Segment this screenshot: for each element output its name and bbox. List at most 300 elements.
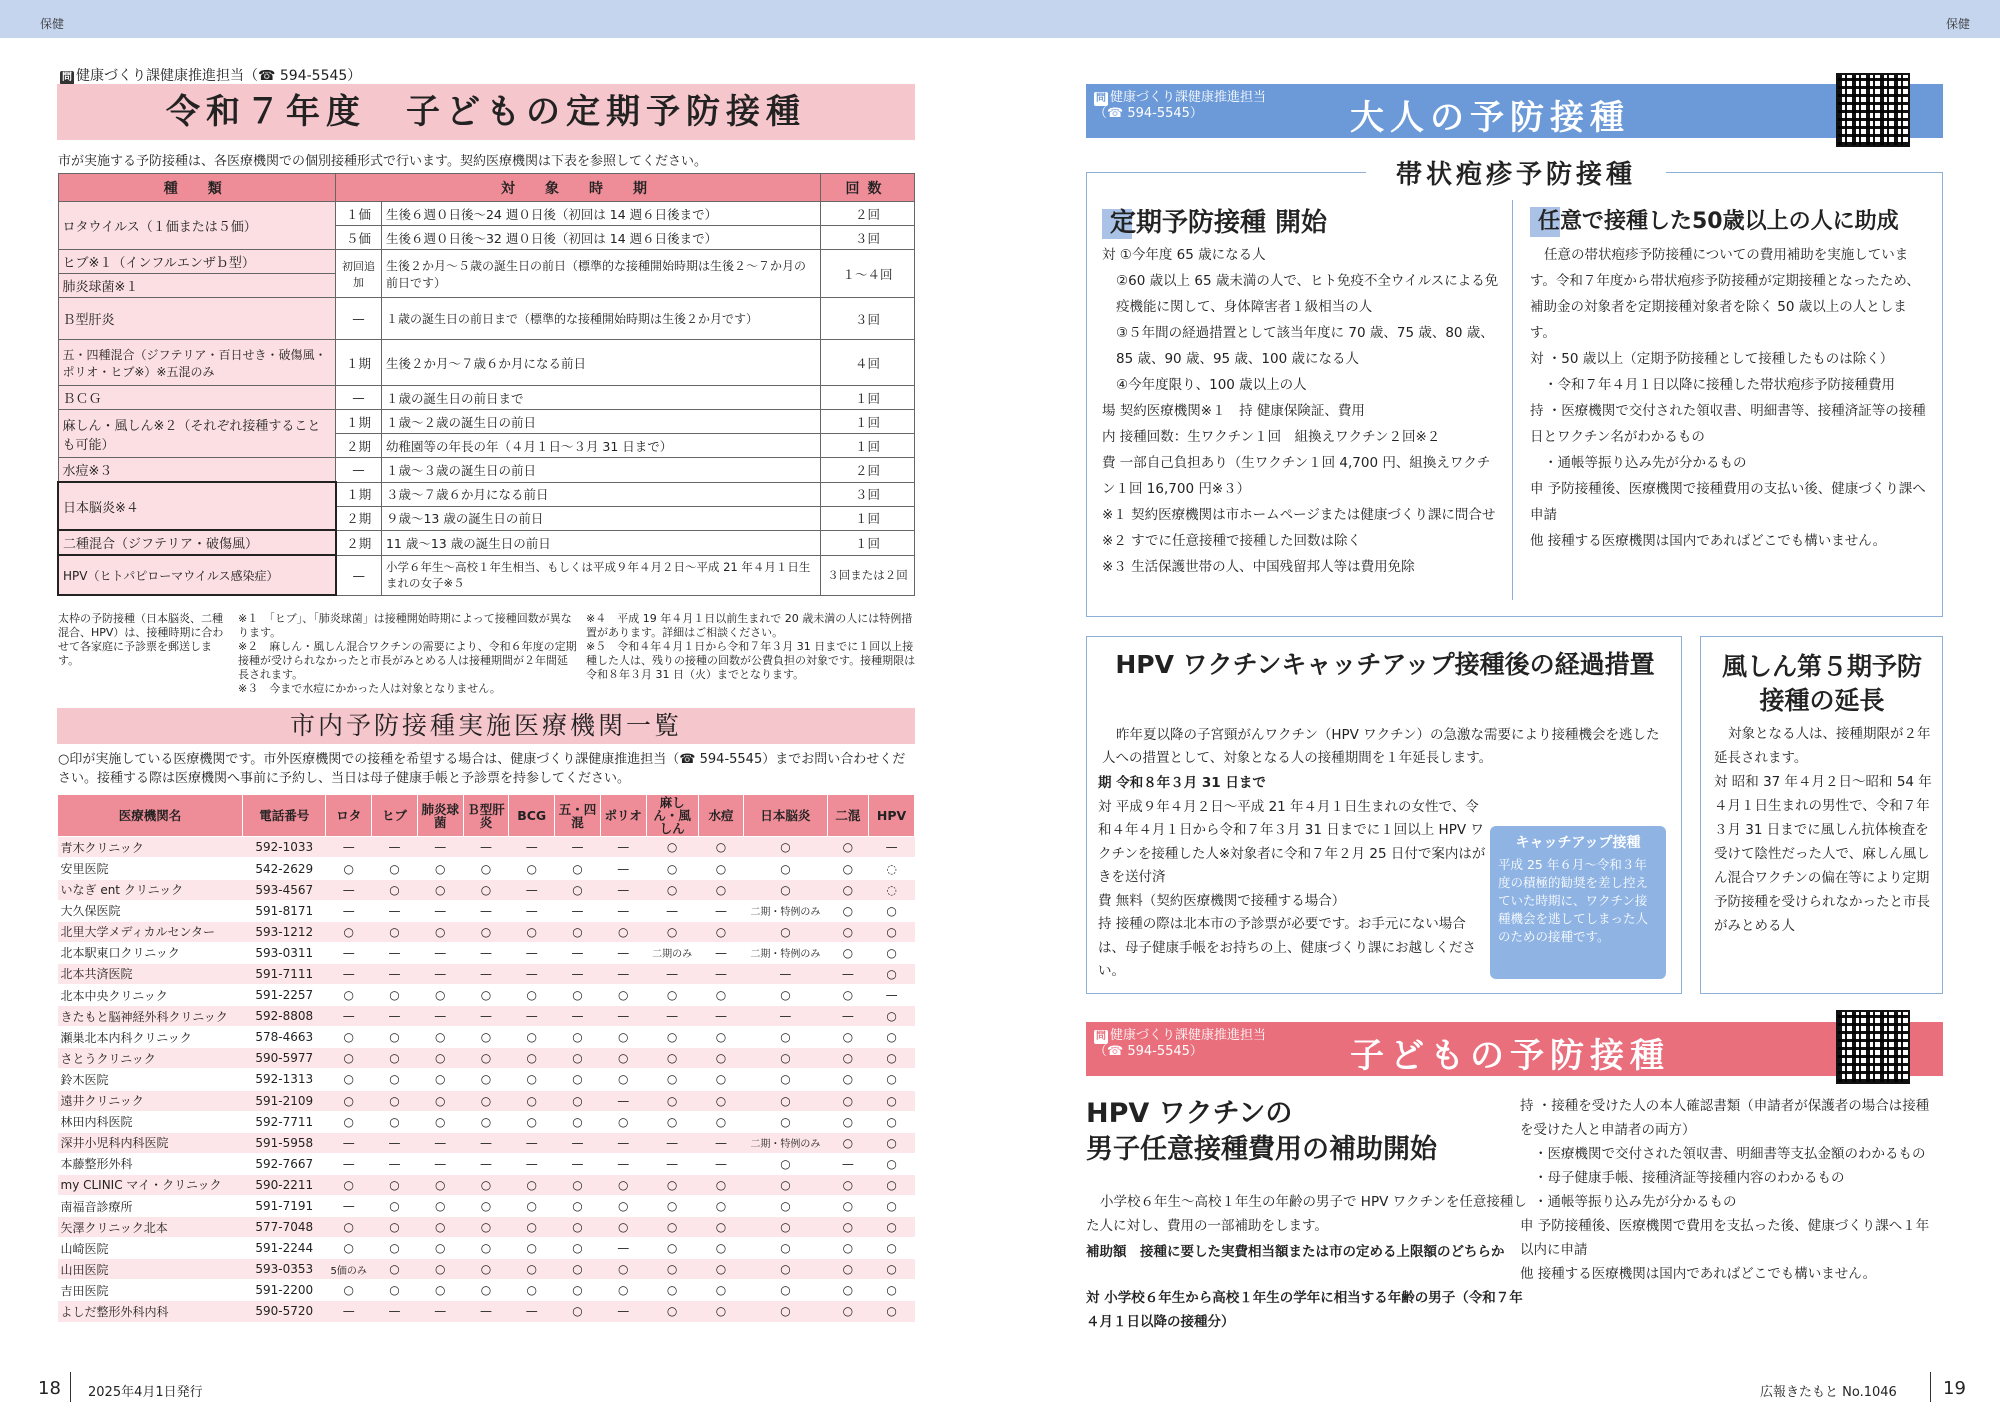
table-row: ＢＣＧ — １歳の誕生日の前日まで １回 [58, 386, 915, 410]
table-row [58, 1195, 915, 1216]
clinic-cell: ○ [555, 1259, 601, 1280]
clinic-phone: 591-2244 [243, 1238, 326, 1259]
clinic-cell: ○ [744, 858, 827, 879]
clinic-cell: ○ [698, 1174, 744, 1195]
clinic-phone: 591-5958 [243, 1132, 326, 1153]
clinic-cell: ○ [827, 900, 869, 921]
clinic-cell: ○ [869, 1027, 915, 1048]
clinic-intro: ○印が実施している医療機関です。市外医療機関での接種を希望する場合は、健康づくり課健康推進担当（☎ 594-5545）までお問い合わせください。接種する際は医療機関へ事前に予約し、当日は母子健康手帳と予診票を持参してください。 [58, 752, 906, 786]
clinic-cell: ○ [372, 921, 418, 942]
clinic-cell: — [698, 900, 744, 921]
clinic-cell: ○ [698, 921, 744, 942]
clinic-cell: ○ [646, 1217, 698, 1238]
clinic-name: 矢澤クリニック北本 [58, 1217, 243, 1238]
clinic-cell: ○ [555, 921, 601, 942]
clinic-cell: ○ [417, 858, 463, 879]
clinic-cell: ○ [509, 1090, 555, 1111]
clinic-name: 吉田医院 [58, 1280, 243, 1301]
clinic-cell: — [600, 879, 646, 900]
clinic-cell: ○ [463, 858, 509, 879]
qr-code-icon[interactable] [1836, 1010, 1910, 1084]
clinic-cell: ○ [417, 1090, 463, 1111]
clinic-cell: ○ [372, 1174, 418, 1195]
col-period: 対 象 時 期 [336, 174, 821, 202]
clinic-cell: — [326, 1195, 372, 1216]
clinic-cell: — [600, 1132, 646, 1153]
left-page-number: 18 [38, 1378, 61, 1399]
clinic-cell: — [698, 1132, 744, 1153]
clinic-cell: ○ [417, 1069, 463, 1090]
clinic-cell: ○ [600, 1259, 646, 1280]
clinic-cell: ○ [509, 1280, 555, 1301]
clinic-cell: — [698, 963, 744, 984]
clinic-cell: ○ [827, 1048, 869, 1069]
clinic-cell: ○ [555, 1027, 601, 1048]
clinic-cell: ○ [827, 921, 869, 942]
clinic-cell: ○ [372, 1027, 418, 1048]
clinic-cell: — [698, 942, 744, 963]
clinic-cell: ○ [646, 837, 698, 858]
clinic-cell: ○ [600, 1048, 646, 1069]
aid-body: 任意の帯状疱疹予防接種についての費用補助を実施しています。令和７年度から帯状疱疹予防接種が定期接種となったため、補助金の対象者を定期接種対象者を除く 50 歳以上の人とします。 対 ・50 歳以上（定期予防接種として接種したものは除く） ・令和７年４月１日以降に接種した帯状疱疹予防接種費用 持 ・医療機関で交付された領収書、明細書等、接種済証等の接種日とワクチン名がわかるもの ・通帳等振り込み先が分かるもの 申 予防接種後、医療機関で接種費用の支払い後、健康づくり課へ申請 他 接種する医療機関は国内であればどこでも構いません。 [1530, 247, 1926, 549]
clinic-cell: — [463, 900, 509, 921]
clinic-cell: ○ [744, 1111, 827, 1132]
clinic-cell: ○ [646, 879, 698, 900]
clinic-phone: 591-2109 [243, 1090, 326, 1111]
table-row: 水痘※３ — １歳～３歳の誕生日の前日 ２回 [58, 458, 915, 483]
clinic-cell: — [509, 942, 555, 963]
clinic-cell: — [869, 985, 915, 1006]
aid-title: 任意で接種した50歳以上の人に助成 [1530, 204, 1899, 237]
clinic-cell: — [827, 963, 869, 984]
clinic-cell: ○ [417, 1048, 463, 1069]
page-title: 令和７年度 子どもの定期予防接種 [57, 84, 915, 140]
clinic-cell: ○ [600, 1027, 646, 1048]
qr-code-icon[interactable] [1836, 73, 1910, 147]
clinic-cell: ○ [646, 1259, 698, 1280]
clinic-col-header: 医療機関名 [58, 795, 243, 837]
clinic-cell: ○ [744, 985, 827, 1006]
table-row [58, 900, 915, 921]
clinic-phone: 542-2629 [243, 858, 326, 879]
table-row [58, 1259, 915, 1280]
table-row [58, 1132, 915, 1153]
rubella-title: 風しん第５期予防接種の延長 [1721, 652, 1922, 715]
clinic-cell: — [600, 837, 646, 858]
clinic-cell: ○ [827, 1027, 869, 1048]
child-dept: 問 健康づくり課健康推進担当 （☎ 594-5545） [1094, 1028, 1267, 1059]
clinic-col-header: 電話番号 [243, 795, 326, 837]
clinic-cell: ○ [600, 1174, 646, 1195]
clinic-cell: ○ [372, 858, 418, 879]
clinic-cell: ○ [646, 1174, 698, 1195]
clinic-cell: ○ [417, 1259, 463, 1280]
clinic-col-header: ポリオ [600, 795, 646, 837]
clinic-col-header: 日本脳炎 [744, 795, 827, 837]
clinic-cell: — [326, 1153, 372, 1174]
clinic-cell: — [372, 942, 418, 963]
start-body: 対 ①今年度 65 歳になる人 ②60 歳以上 65 歳未満の人で、ヒト免疫不全ウイルスによる免疫機能に関して、身体障害者１級相当の人 ③５年間の経過措置として該当年度に 70 歳、75 歳、80 歳、85 歳、90 歳、95 歳、100 歳になる人 ④今年度限り、100 歳以上の人 場 契約医療機関※１ 持 健康保険証、費用 内 接種回数：生ワクチン１回 組換えワクチン２回※２ 費 一部自己負担あり（生ワクチン１回 4,700 円、組換えワクチン１回 16,700 円※３） ※１ 契約医療機関は市ホームページまたは健康づくり課に問合せ ※２ すでに任意接種で接種した回数は除く ※３ 生活保護世帯の人、中国残留邦人等は費用免除 [1102, 247, 1499, 575]
clinic-cell: — [827, 1006, 869, 1027]
clinic-cell: ○ [600, 985, 646, 1006]
clinic-cell: ○ [600, 1217, 646, 1238]
clinic-cell: ○ [698, 1217, 744, 1238]
clinic-cell: ○ [417, 1217, 463, 1238]
clinic-cell: — [827, 1153, 869, 1174]
clinic-name: 深井小児科内科医院 [58, 1132, 243, 1153]
clinic-cell: ○ [698, 1195, 744, 1216]
table-row: ロタウイルス（１価または５価） １価 生後６週０日後～24 週０日後（初回は 14 週６日後まで） ２回 [58, 202, 915, 226]
clinic-cell: — [463, 1301, 509, 1322]
clinic-cell: — [326, 963, 372, 984]
clinic-cell: — [463, 963, 509, 984]
clinic-cell: ○ [869, 1259, 915, 1280]
clinic-cell: ○ [417, 921, 463, 942]
clinic-cell: — [869, 837, 915, 858]
clinic-cell: — [555, 837, 601, 858]
clinic-cell: — [463, 1132, 509, 1153]
clinic-cell: ○ [869, 1006, 915, 1027]
clinic-cell: ○ [372, 1048, 418, 1069]
clinic-name: 林田内科医院 [58, 1111, 243, 1132]
clinic-cell: ○ [417, 985, 463, 1006]
clinic-name: 南福音診療所 [58, 1195, 243, 1216]
clinic-cell: 二期・特例のみ [744, 942, 827, 963]
clinic-cell: ○ [417, 1238, 463, 1259]
clinic-cell: ○ [827, 985, 869, 1006]
clinic-cell: — [509, 1153, 555, 1174]
clinic-cell: ○ [869, 1069, 915, 1090]
clinic-cell: ○ [509, 1111, 555, 1132]
clinic-cell: ○ [698, 1069, 744, 1090]
clinic-cell: ○ [646, 1301, 698, 1322]
shingles-title: 帯状疱疹予防接種 [1366, 154, 1666, 192]
clinic-cell: — [555, 1132, 601, 1153]
clinic-cell: ○ [869, 1217, 915, 1238]
adult-dept: 問 健康づくり課健康推進担当 （☎ 594-5545） [1094, 90, 1267, 121]
clinic-cell: ○ [372, 1259, 418, 1280]
clinic-cell: ○ [744, 1069, 827, 1090]
clinic-cell: ○ [326, 921, 372, 942]
clinic-cell: ○ [463, 1174, 509, 1195]
clinic-col-header: ロタ [326, 795, 372, 837]
clinic-phone: 593-0311 [243, 942, 326, 963]
clinic-name: 大久保医院 [58, 900, 243, 921]
clinic-phone: 578-4663 [243, 1027, 326, 1048]
clinic-cell: ○ [463, 1280, 509, 1301]
table-row: 肺炎球菌※１ [58, 274, 915, 298]
clinic-phone: 592-1033 [243, 837, 326, 858]
clinic-cell: ○ [869, 1238, 915, 1259]
clinic-cell: ○ [326, 1048, 372, 1069]
table-row [58, 1006, 915, 1027]
clinic-cell: — [555, 1153, 601, 1174]
child-right-body: 持 ・接種を受けた人の本人確認書類（申請者が保護者の場合は接種を受けた人と申請者の両方） ・医療機関で交付された領収書、明細書等支払金額のわかるもの ・母子健康手帳、接種済証等接種内容のわかるもの ・通帳等振り込み先が分かるもの 申 予防接種後、医療機関で費用を支払った後、健康づくり課へ１年以内に申請 他 接種する医療機関は国内であればどこでも構いません。 [1520, 1098, 1930, 1282]
clinic-cell: ○ [417, 1027, 463, 1048]
clinic-cell: — [417, 900, 463, 921]
table-row [58, 985, 915, 1006]
clinic-cell: ○ [509, 1238, 555, 1259]
table-row: 五・四種混合（ジフテリア・百日せき・破傷風・ポリオ・ヒブ※）※五混のみ １期 生後２か月～７歳６か月になる前日 ４回 [58, 340, 915, 386]
clinic-name: 北本中央クリニック [58, 985, 243, 1006]
clinic-name: さとうクリニック [58, 1048, 243, 1069]
note-3: ※３ 今まで水痘にかかった人は対象となりません。 [238, 682, 501, 695]
table-row [58, 1090, 915, 1111]
clinic-cell: ○ [827, 1132, 869, 1153]
clinic-cell: ○ [417, 1195, 463, 1216]
col-kind: 種 類 [58, 174, 336, 202]
clinic-cell: ○ [744, 1259, 827, 1280]
intro-text: 市が実施する予防接種は、各医療機関での個別接種形式で行います。契約医療機関は下表を参照してください。 [58, 154, 707, 169]
clinic-cell: ○ [326, 1217, 372, 1238]
clinic-cell: ○ [827, 1280, 869, 1301]
clinic-cell: — [372, 1301, 418, 1322]
clinic-title: 市内予防接種実施医療機関一覧 [57, 708, 915, 744]
clinic-col-header: ヒブ [372, 795, 418, 837]
col-count: 回数 [821, 174, 915, 202]
clinic-cell: — [417, 963, 463, 984]
clinic-col-header: Ｂ型肝炎 [463, 795, 509, 837]
clinic-cell: — [326, 879, 372, 900]
top-bar [0, 0, 2000, 38]
clinic-cell: — [326, 942, 372, 963]
clinic-cell: ○ [869, 1111, 915, 1132]
table-row: 日本脳炎※４ １期 ３歳～７歳６か月になる前日 ３回 [58, 482, 915, 506]
child-target: 対 小学校６年生から高校１年生の学年に相当する年齢の男子（令和７年４月１日以降の接種分） [1086, 1290, 1523, 1330]
divider [70, 1372, 71, 1402]
publication-name: 広報きたもと No.1046 [1760, 1385, 1897, 1400]
clinic-cell: ○ [463, 1195, 509, 1216]
clinic-cell: — [509, 879, 555, 900]
child-title: 子どもの予防接種 [1350, 1036, 1670, 1076]
clinic-cell: — [326, 837, 372, 858]
clinic-cell: ○ [326, 858, 372, 879]
clinic-cell: — [417, 1132, 463, 1153]
table-row [58, 921, 915, 942]
table-row [58, 1280, 915, 1301]
clinic-name: 北本共済医院 [58, 963, 243, 984]
hpv-catchup-lines: 期 令和８年３月 31 日まで 対 平成９年４月２日～平成 21 年４月１日生まれの女性で、令和４年４月１日から令和７年３月 31 日までに１回以上 HPV ワクチンを接種した人※対象者に令和７年２月 25 日付で案内はがきを送付済 費 無料（契約医療機関で接種する場合） 持 接種の際は北本市の予診票が必要です。お手元にない場合は、母子健康手帳をお持ちの上、健康づくり課にお越しください。 [1098, 775, 1486, 979]
table-row: ２期 ９歳～13 歳の誕生日の前日 １回 [58, 506, 915, 530]
clinic-cell: — [463, 837, 509, 858]
clinic-phone: 591-7191 [243, 1195, 326, 1216]
clinic-cell: ○ [744, 1027, 827, 1048]
clinic-cell: ○ [646, 1090, 698, 1111]
clinic-cell: — [600, 1301, 646, 1322]
clinic-cell: — [326, 1301, 372, 1322]
child-aid: 補助額 接種に要した実費相当額または市の定める上限額のどちらか [1086, 1244, 1505, 1260]
clinic-cell: — [326, 900, 372, 921]
clinic-cell: ○ [463, 921, 509, 942]
clinic-cell: ○ [372, 1280, 418, 1301]
clinic-col-header: 二混 [827, 795, 869, 837]
clinic-cell: ○ [646, 1111, 698, 1132]
clinic-cell: ○ [600, 921, 646, 942]
clinic-cell: — [417, 837, 463, 858]
table-row [58, 1069, 915, 1090]
clinic-cell: ○ [372, 1195, 418, 1216]
table-row [58, 858, 915, 879]
table-row [58, 1217, 915, 1238]
clinic-phone: 590-5977 [243, 1048, 326, 1069]
clinic-cell: ○ [555, 1280, 601, 1301]
clinic-cell: ○ [555, 1238, 601, 1259]
clinic-cell: ○ [372, 879, 418, 900]
clinic-cell: — [744, 1006, 827, 1027]
clinic-cell: ○ [869, 1195, 915, 1216]
box-divider [1512, 200, 1513, 600]
clinic-cell: — [600, 1153, 646, 1174]
clinic-table [57, 794, 915, 1323]
clinic-cell: ○ [698, 858, 744, 879]
clinic-cell: ○ [827, 858, 869, 879]
clinic-cell: — [372, 1132, 418, 1153]
clinic-cell: ○ [698, 1090, 744, 1111]
clinic-phone: 590-2211 [243, 1174, 326, 1195]
clinic-cell: ○ [869, 963, 915, 984]
clinic-cell: ○ [509, 1195, 555, 1216]
clinic-name: よしだ整形外科内科 [58, 1301, 243, 1322]
clinic-cell: — [417, 1153, 463, 1174]
clinic-cell: — [509, 837, 555, 858]
clinic-cell: ○ [698, 1280, 744, 1301]
clinic-cell: — [417, 1006, 463, 1027]
clinic-phone: 591-7111 [243, 963, 326, 984]
note-frame: 太枠の予防接種（日本脳炎、二種混合、HPV）は、接種時期に合わせて各家庭に予診票を郵送します。 [58, 612, 224, 667]
clinic-cell: ○ [744, 1195, 827, 1216]
clinic-cell: ○ [555, 879, 601, 900]
clinic-name: 青木クリニック [58, 837, 243, 858]
clinic-cell: ○ [869, 1301, 915, 1322]
clinic-cell: ○ [869, 1090, 915, 1111]
clinic-cell: ○ [869, 900, 915, 921]
clinic-cell: ○ [600, 1069, 646, 1090]
clinic-cell: — [555, 1006, 601, 1027]
clinic-phone: 593-0353 [243, 1259, 326, 1280]
clinic-cell: ○ [869, 1280, 915, 1301]
clinic-phone: 592-7711 [243, 1111, 326, 1132]
clinic-name: 遠井クリニック [58, 1090, 243, 1111]
clinic-cell: — [372, 1006, 418, 1027]
clinic-name: きたもと脳神経外科クリニック [58, 1006, 243, 1027]
clinic-cell: ○ [698, 1027, 744, 1048]
clinic-cell: ○ [827, 1195, 869, 1216]
clinic-cell: — [509, 900, 555, 921]
table-row: 二種混合（ジフテリア・破傷風） ２期 11 歳～13 歳の誕生日の前日 １回 [58, 530, 915, 555]
clinic-cell: ○ [646, 1069, 698, 1090]
clinic-phone: 591-8171 [243, 900, 326, 921]
clinic-cell: ○ [827, 942, 869, 963]
clinic-phone: 591-2200 [243, 1280, 326, 1301]
table-row: ２期 幼稚園等の年長の年（４月１日～３月 31 日まで） １回 [58, 434, 915, 458]
clinic-phone: 593-4567 [243, 879, 326, 900]
table-row: HPV（ヒトパピローマウイルス感染症） — 小学６年生～高校１年生相当、もしくは平成９年４月２日～平成 21 年４月１日生まれの女子※５ ３回または２回 [58, 555, 915, 595]
clinic-cell: ○ [646, 1048, 698, 1069]
clinic-cell: ○ [646, 1195, 698, 1216]
clinic-cell: ○ [744, 1280, 827, 1301]
clinic-cell: ○ [372, 1238, 418, 1259]
clinic-cell: ○ [698, 985, 744, 1006]
note-1: ※１ 「ヒブ」、「肺炎球菌」は接種開始時期によって接種回数が異なります。 [238, 612, 572, 639]
schedule-table [57, 173, 915, 596]
clinic-cell: ○ [509, 858, 555, 879]
clinic-cell: ○ [646, 1280, 698, 1301]
clinic-cell: ○ [555, 1217, 601, 1238]
clinic-cell: — [744, 963, 827, 984]
child-subtitle: HPV ワクチンの 男子任意接種費用の補助開始 [1086, 1098, 1437, 1165]
clinic-cell: ○ [463, 1111, 509, 1132]
table-row: 麻しん・風しん※２（それぞれ接種することも可能） １期 １歳～２歳の誕生日の前日 １回 [58, 410, 915, 434]
clinic-cell: ○ [326, 1238, 372, 1259]
start-title: 定期予防接種 開始 [1102, 202, 1327, 239]
clinic-cell: ○ [869, 1153, 915, 1174]
table-row [58, 942, 915, 963]
clinic-phone: 577-7048 [243, 1217, 326, 1238]
table-row [58, 1301, 915, 1322]
clinic-cell: 5価のみ [326, 1259, 372, 1280]
clinic-cell: ○ [698, 879, 744, 900]
clinic-cell: — [509, 963, 555, 984]
header-right: 保健 [1945, 17, 1970, 31]
clinic-cell: ○ [326, 1280, 372, 1301]
clinic-cell: ○ [869, 1048, 915, 1069]
clinic-cell: 二期・特例のみ [744, 900, 827, 921]
clinic-cell: ○ [555, 1195, 601, 1216]
clinic-cell: ○ [463, 985, 509, 1006]
clinic-cell: — [463, 1006, 509, 1027]
clinic-phone: 592-8808 [243, 1006, 326, 1027]
clinic-cell: ○ [698, 1259, 744, 1280]
clinic-cell: ○ [555, 1174, 601, 1195]
clinic-cell: ○ [646, 985, 698, 1006]
clinic-phone: 590-5720 [243, 1301, 326, 1322]
clinic-cell: ○ [417, 1174, 463, 1195]
clinic-col-header: 肺炎球菌 [417, 795, 463, 837]
clinic-name: 鈴木医院 [58, 1069, 243, 1090]
table-row [58, 837, 915, 858]
clinic-cell: ○ [555, 1090, 601, 1111]
clinic-cell: ○ [744, 837, 827, 858]
clinic-cell: ○ [827, 1301, 869, 1322]
clinic-cell: ○ [698, 1238, 744, 1259]
clinic-cell: ○ [698, 837, 744, 858]
table-row [58, 1153, 915, 1174]
clinic-cell: ○ [326, 985, 372, 1006]
clinic-cell: ○ [744, 1174, 827, 1195]
clinic-cell: ◌ [869, 879, 915, 900]
clinic-cell: ○ [744, 879, 827, 900]
clinic-cell: ○ [646, 1238, 698, 1259]
clinic-cell: — [555, 900, 601, 921]
clinic-cell: ○ [463, 1069, 509, 1090]
left-dept: 問 健康づくり課健康推進担当（☎ 594-5545） [62, 68, 362, 84]
clinic-col-header: 水痘 [698, 795, 744, 837]
clinic-cell: — [463, 942, 509, 963]
clinic-col-header: 五・四混 [555, 795, 601, 837]
clinic-cell: — [509, 1301, 555, 1322]
clinic-phone: 593-1212 [243, 921, 326, 942]
clinic-cell: ○ [326, 1174, 372, 1195]
clinic-cell: ○ [509, 1069, 555, 1090]
clinic-cell: — [646, 1132, 698, 1153]
divider [1930, 1372, 1931, 1402]
clinic-cell: — [646, 900, 698, 921]
clinic-cell: — [600, 858, 646, 879]
clinic-cell: ○ [827, 1259, 869, 1280]
clinic-cell: 二期のみ [646, 942, 698, 963]
clinic-cell: ○ [326, 1111, 372, 1132]
clinic-cell: ○ [509, 1259, 555, 1280]
